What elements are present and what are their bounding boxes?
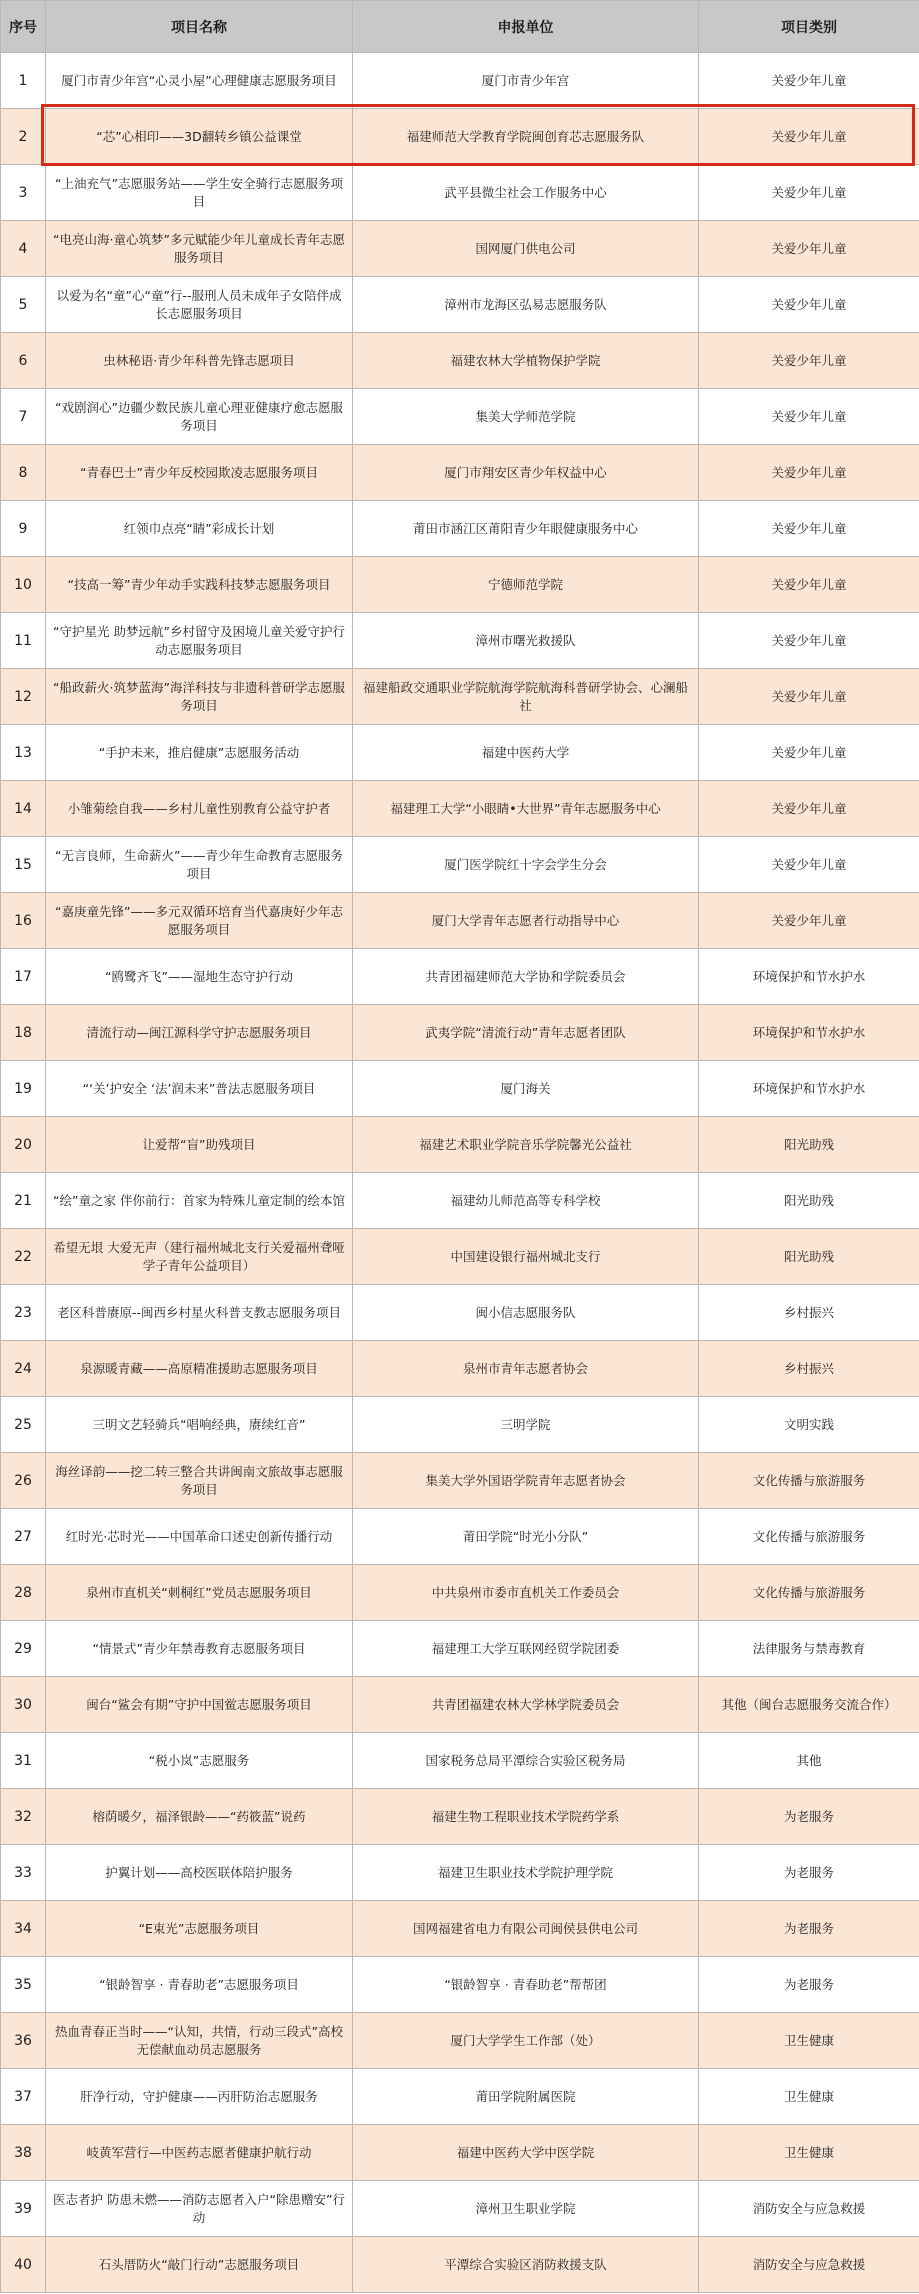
serial-number-cell: 25	[1, 1397, 46, 1453]
project-name-cell: “青春巴士”青少年反校园欺凌志愿服务项目	[46, 445, 353, 501]
serial-number-cell: 38	[1, 2125, 46, 2181]
project-name-cell: “上油充气”志愿服务站——学生安全骑行志愿服务项目	[46, 165, 353, 221]
applicant-unit-cell: 集美大学师范学院	[353, 389, 699, 445]
project-category-cell: 环境保护和节水护水	[699, 1061, 919, 1117]
project-category-cell: 阳光助残	[699, 1229, 919, 1285]
project-category-cell: 文化传播与旅游服务	[699, 1509, 919, 1565]
applicant-unit-cell: 福建农林大学植物保护学院	[353, 333, 699, 389]
serial-number-cell: 10	[1, 557, 46, 613]
serial-number-cell: 16	[1, 893, 46, 949]
project-category-cell: 关爱少年儿童	[699, 557, 919, 613]
table-row	[1, 221, 919, 277]
table-row	[1, 949, 919, 1005]
serial-number-cell: 4	[1, 221, 46, 277]
table-row	[1, 1677, 919, 1733]
table-row	[1, 1229, 919, 1285]
applicant-unit-cell: 共青团福建师范大学协和学院委员会	[353, 949, 699, 1005]
table-body	[1, 53, 919, 2293]
project-name-cell: “芯”心相印——3D翻转乡镇公益课堂	[46, 109, 353, 165]
serial-number-cell: 37	[1, 2069, 46, 2125]
applicant-unit-cell: 国家税务总局平潭综合实验区税务局	[353, 1733, 699, 1789]
table-row	[1, 1341, 919, 1397]
serial-number-cell: 9	[1, 501, 46, 557]
project-category-cell: 关爱少年儿童	[699, 445, 919, 501]
project-name-cell: 海丝译韵——挖二转三整合共讲闽南文旅故事志愿服务项目	[46, 1453, 353, 1509]
table-row	[1, 1845, 919, 1901]
header-serial-number: 序号	[1, 1, 46, 53]
project-category-cell: 卫生健康	[699, 2069, 919, 2125]
header-row	[1, 1, 919, 53]
project-name-cell: 医志者护 防患未燃——消防志愿者入户“除患赠安”行动	[46, 2181, 353, 2237]
applicant-unit-cell: 福建幼儿师范高等专科学校	[353, 1173, 699, 1229]
table-row	[1, 2125, 919, 2181]
serial-number-cell: 11	[1, 613, 46, 669]
table-row	[1, 1453, 919, 1509]
applicant-unit-cell: 厦门大学青年志愿者行动指导中心	[353, 893, 699, 949]
project-name-cell: 泉源暖青藏——高原精准援助志愿服务项目	[46, 1341, 353, 1397]
header-project-name: 项目名称	[46, 1, 353, 53]
header-applicant-unit: 申报单位	[353, 1, 699, 53]
applicant-unit-cell: “银龄智享 · 青春助老”帮帮团	[353, 1957, 699, 2013]
serial-number-cell: 39	[1, 2181, 46, 2237]
project-category-cell: 关爱少年儿童	[699, 893, 919, 949]
project-name-cell: 老区科普赓原--闽西乡村星火科普支教志愿服务项目	[46, 1285, 353, 1341]
project-category-cell: 乡村振兴	[699, 1341, 919, 1397]
project-category-cell: 乡村振兴	[699, 1285, 919, 1341]
applicant-unit-cell: 福建艺术职业学院音乐学院馨光公益社	[353, 1117, 699, 1173]
project-category-cell: 关爱少年儿童	[699, 669, 919, 725]
serial-number-cell: 40	[1, 2237, 46, 2293]
applicant-unit-cell: 泉州市青年志愿者协会	[353, 1341, 699, 1397]
serial-number-cell: 32	[1, 1789, 46, 1845]
table-row	[1, 389, 919, 445]
project-name-cell: “船政薪火·筑梦蓝海”海洋科技与非遗科普研学志愿服务项目	[46, 669, 353, 725]
project-category-cell: 环境保护和节水护水	[699, 949, 919, 1005]
applicant-unit-cell: 福建理工大学“小眼睛•大世界”青年志愿服务中心	[353, 781, 699, 837]
applicant-unit-cell: 莆田市涵江区莆阳青少年眼健康服务中心	[353, 501, 699, 557]
table-row	[1, 1733, 919, 1789]
table-row	[1, 557, 919, 613]
serial-number-cell: 36	[1, 2013, 46, 2069]
project-category-cell: 关爱少年儿童	[699, 277, 919, 333]
table-row	[1, 669, 919, 725]
project-category-cell: 文明实践	[699, 1397, 919, 1453]
serial-number-cell: 13	[1, 725, 46, 781]
applicant-unit-cell: 漳州卫生职业学院	[353, 2181, 699, 2237]
table-row	[1, 1117, 919, 1173]
serial-number-cell: 5	[1, 277, 46, 333]
serial-number-cell: 33	[1, 1845, 46, 1901]
serial-number-cell: 21	[1, 1173, 46, 1229]
applicant-unit-cell: 国网福建省电力有限公司闽侯县供电公司	[353, 1901, 699, 1957]
project-category-cell: 文化传播与旅游服务	[699, 1453, 919, 1509]
table-row	[1, 1005, 919, 1061]
project-category-cell: 关爱少年儿童	[699, 613, 919, 669]
applicant-unit-cell: 平潭综合实验区消防救援支队	[353, 2237, 699, 2293]
applicant-unit-cell: 厦门市翔安区青少年权益中心	[353, 445, 699, 501]
table-row	[1, 165, 919, 221]
project-name-cell: 红领巾点亮“睛”彩成长计划	[46, 501, 353, 557]
project-name-cell: “银龄智享 · 青春助老”志愿服务项目	[46, 1957, 353, 2013]
serial-number-cell: 29	[1, 1621, 46, 1677]
project-name-cell: “电亮山海·童心筑梦”多元赋能少年儿童成长青年志愿服务项目	[46, 221, 353, 277]
table-row	[1, 1285, 919, 1341]
project-name-cell: “手护未来，推启健康”志愿服务活动	[46, 725, 353, 781]
project-name-cell: 肝净行动，守护健康——丙肝防治志愿服务	[46, 2069, 353, 2125]
serial-number-cell: 17	[1, 949, 46, 1005]
project-category-cell: 环境保护和节水护水	[699, 1005, 919, 1061]
serial-number-cell: 15	[1, 837, 46, 893]
project-category-cell: 关爱少年儿童	[699, 221, 919, 277]
project-category-cell: 关爱少年儿童	[699, 501, 919, 557]
applicant-unit-cell: 福建中医药大学中医学院	[353, 2125, 699, 2181]
project-name-cell: 厦门市青少年宫“心灵小屋”心理健康志愿服务项目	[46, 53, 353, 109]
table-row	[1, 1565, 919, 1621]
project-category-cell: 消防安全与应急救援	[699, 2237, 919, 2293]
project-name-cell: “戏剧润心”边疆少数民族儿童心理亚健康疗愈志愿服务项目	[46, 389, 353, 445]
table-row	[1, 1061, 919, 1117]
project-category-cell: 法律服务与禁毒教育	[699, 1621, 919, 1677]
project-category-cell: 消防安全与应急救援	[699, 2181, 919, 2237]
table-row	[1, 1621, 919, 1677]
table-row	[1, 725, 919, 781]
applicant-unit-cell: 武夷学院“清流行动”青年志愿者团队	[353, 1005, 699, 1061]
serial-number-cell: 31	[1, 1733, 46, 1789]
serial-number-cell: 24	[1, 1341, 46, 1397]
applicant-unit-cell: 莆田学院“时光小分队”	[353, 1509, 699, 1565]
project-category-cell: 关爱少年儿童	[699, 53, 919, 109]
project-name-cell: 让爱帮“盲”助残项目	[46, 1117, 353, 1173]
project-name-cell: 红时光·芯时光——中国革命口述史创新传播行动	[46, 1509, 353, 1565]
applicant-unit-cell: 莆田学院附属医院	[353, 2069, 699, 2125]
serial-number-cell: 14	[1, 781, 46, 837]
applicant-unit-cell: 三明学院	[353, 1397, 699, 1453]
project-name-cell: “鸥鹭齐飞”——湿地生态守护行动	[46, 949, 353, 1005]
project-name-cell: “无言良师，生命薪火”——青少年生命教育志愿服务项目	[46, 837, 353, 893]
applicant-unit-cell: 武平县微尘社会工作服务中心	[353, 165, 699, 221]
project-name-cell: 小雏菊绘自我——乡村儿童性别教育公益守护者	[46, 781, 353, 837]
project-category-cell: 卫生健康	[699, 2013, 919, 2069]
project-name-cell: “‘关’护安全 ‘法’润未来”普法志愿服务项目	[46, 1061, 353, 1117]
serial-number-cell: 12	[1, 669, 46, 725]
serial-number-cell: 22	[1, 1229, 46, 1285]
table-header	[1, 1, 919, 53]
table-row	[1, 109, 919, 165]
serial-number-cell: 6	[1, 333, 46, 389]
applicant-unit-cell: 福建理工大学互联网经贸学院团委	[353, 1621, 699, 1677]
project-name-cell: 虫林秘语·青少年科普先锋志愿项目	[46, 333, 353, 389]
applicant-unit-cell: 闽小信志愿服务队	[353, 1285, 699, 1341]
table-row	[1, 1789, 919, 1845]
project-name-cell: “嘉庚童先锋”——多元双循环培育当代嘉庚好少年志愿服务项目	[46, 893, 353, 949]
project-name-cell: 榕荫暖夕，福泽银龄——“药筱蓝”说药	[46, 1789, 353, 1845]
project-category-cell: 关爱少年儿童	[699, 389, 919, 445]
project-category-cell: 其他（闽台志愿服务交流合作）	[699, 1677, 919, 1733]
project-name-cell: 热血青春正当时——“认知，共情，行动三段式”高校无偿献血动员志愿服务	[46, 2013, 353, 2069]
table-row	[1, 893, 919, 949]
applicant-unit-cell: 国网厦门供电公司	[353, 221, 699, 277]
serial-number-cell: 34	[1, 1901, 46, 1957]
project-category-cell: 其他	[699, 1733, 919, 1789]
serial-number-cell: 19	[1, 1061, 46, 1117]
table-row	[1, 837, 919, 893]
serial-number-cell: 26	[1, 1453, 46, 1509]
table-row	[1, 1957, 919, 2013]
table-row	[1, 613, 919, 669]
project-name-cell: “守护星光 助梦远航”乡村留守及困境儿童关爱守护行动志愿服务项目	[46, 613, 353, 669]
serial-number-cell: 30	[1, 1677, 46, 1733]
serial-number-cell: 20	[1, 1117, 46, 1173]
project-category-cell: 关爱少年儿童	[699, 781, 919, 837]
project-name-cell: “技高一筹”青少年动手实践科技梦志愿服务项目	[46, 557, 353, 613]
table-row	[1, 2237, 919, 2293]
table-row	[1, 501, 919, 557]
project-name-cell: 三明文艺轻骑兵“唱响经典，赓续红音”	[46, 1397, 353, 1453]
applicant-unit-cell: 中国建设银行福州城北支行	[353, 1229, 699, 1285]
applicant-unit-cell: 共青团福建农林大学林学院委员会	[353, 1677, 699, 1733]
project-name-cell: 护翼计划——高校医联体陪护服务	[46, 1845, 353, 1901]
serial-number-cell: 1	[1, 53, 46, 109]
project-category-cell: 为老服务	[699, 1789, 919, 1845]
applicant-unit-cell: 厦门大学学生工作部（处）	[353, 2013, 699, 2069]
applicant-unit-cell: 福建生物工程职业技术学院药学系	[353, 1789, 699, 1845]
serial-number-cell: 35	[1, 1957, 46, 2013]
table-row	[1, 1173, 919, 1229]
applicant-unit-cell: 漳州市龙海区弘易志愿服务队	[353, 277, 699, 333]
project-category-cell: 文化传播与旅游服务	[699, 1565, 919, 1621]
project-name-cell: 以爱为名“童”心“童”行--服刑人员未成年子女陪伴成长志愿服务项目	[46, 277, 353, 333]
applicant-unit-cell: 集美大学外国语学院青年志愿者协会	[353, 1453, 699, 1509]
project-category-cell: 关爱少年儿童	[699, 333, 919, 389]
project-category-cell: 为老服务	[699, 1901, 919, 1957]
table-row	[1, 2181, 919, 2237]
project-name-cell: “绘”童之家 伴你前行：首家为特殊儿童定制的绘本馆	[46, 1173, 353, 1229]
applicant-unit-cell: 宁德师范学院	[353, 557, 699, 613]
applicant-unit-cell: 厦门医学院红十字会学生分会	[353, 837, 699, 893]
serial-number-cell: 23	[1, 1285, 46, 1341]
table-row	[1, 445, 919, 501]
project-name-cell: “税小岚”志愿服务	[46, 1733, 353, 1789]
serial-number-cell: 27	[1, 1509, 46, 1565]
table-row	[1, 2013, 919, 2069]
table-row	[1, 1397, 919, 1453]
applicant-unit-cell: 福建师范大学教育学院闽创育芯志愿服务队	[353, 109, 699, 165]
serial-number-cell: 8	[1, 445, 46, 501]
applicant-unit-cell: 漳州市曙光救援队	[353, 613, 699, 669]
table-row	[1, 53, 919, 109]
project-name-cell: “E束光”志愿服务项目	[46, 1901, 353, 1957]
project-category-cell: 关爱少年儿童	[699, 837, 919, 893]
applicant-unit-cell: 厦门海关	[353, 1061, 699, 1117]
applicant-unit-cell: 福建船政交通职业学院航海学院航海科普研学协会、心澜船社	[353, 669, 699, 725]
project-name-cell: “情景式”青少年禁毒教育志愿服务项目	[46, 1621, 353, 1677]
project-name-cell: 石头厝防火“敲门行动”志愿服务项目	[46, 2237, 353, 2293]
serial-number-cell: 18	[1, 1005, 46, 1061]
header-project-category: 项目类别	[699, 1, 919, 53]
applicant-unit-cell: 中共泉州市委市直机关工作委员会	[353, 1565, 699, 1621]
project-category-cell: 卫生健康	[699, 2125, 919, 2181]
project-category-cell: 关爱少年儿童	[699, 165, 919, 221]
project-name-cell: 闽台“鲨会有期”守护中国鲎志愿服务项目	[46, 1677, 353, 1733]
table-row	[1, 333, 919, 389]
project-name-cell: 岐黄军营行—中医药志愿者健康护航行动	[46, 2125, 353, 2181]
project-category-cell: 阳光助残	[699, 1117, 919, 1173]
applicant-unit-cell: 厦门市青少年宫	[353, 53, 699, 109]
serial-number-cell: 7	[1, 389, 46, 445]
project-category-cell: 为老服务	[699, 1845, 919, 1901]
table-row	[1, 1509, 919, 1565]
project-name-cell: 清流行动—闽江源科学守护志愿服务项目	[46, 1005, 353, 1061]
project-category-cell: 阳光助残	[699, 1173, 919, 1229]
serial-number-cell: 3	[1, 165, 46, 221]
project-name-cell: 泉州市直机关“刺桐红”党员志愿服务项目	[46, 1565, 353, 1621]
table-row	[1, 781, 919, 837]
applicant-unit-cell: 福建中医药大学	[353, 725, 699, 781]
table-row	[1, 2069, 919, 2125]
project-category-cell: 关爱少年儿童	[699, 109, 919, 165]
project-category-cell: 关爱少年儿童	[699, 725, 919, 781]
serial-number-cell: 28	[1, 1565, 46, 1621]
table-row	[1, 1901, 919, 1957]
project-name-cell: 希望无垠 大爱无声（建行福州城北支行关爱福州聋哑学子青年公益项目）	[46, 1229, 353, 1285]
table-row	[1, 277, 919, 333]
applicant-unit-cell: 福建卫生职业技术学院护理学院	[353, 1845, 699, 1901]
serial-number-cell: 2	[1, 109, 46, 165]
project-category-cell: 为老服务	[699, 1957, 919, 2013]
